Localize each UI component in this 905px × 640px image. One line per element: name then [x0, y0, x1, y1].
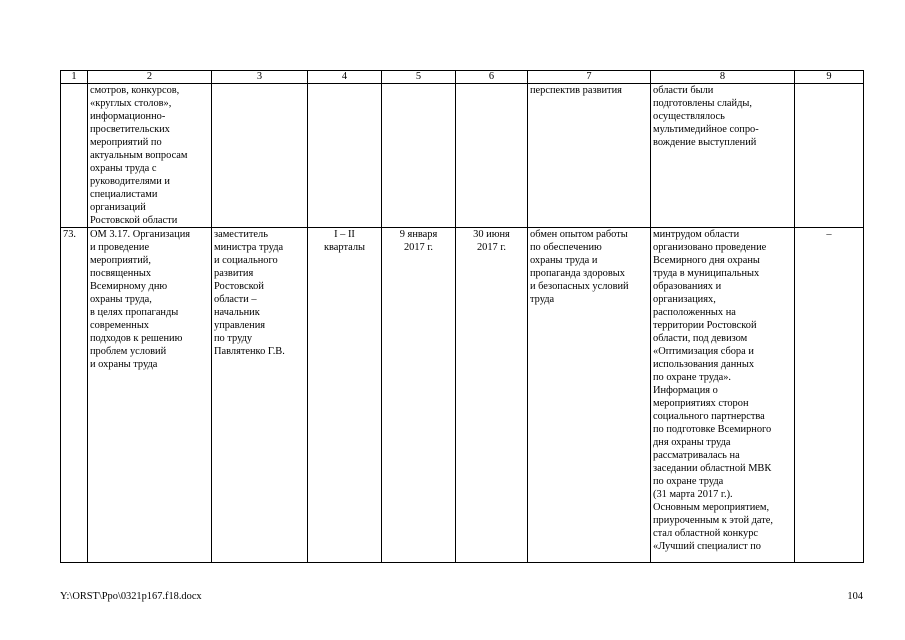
col-header-1: 1: [61, 71, 88, 84]
col-header-9: 9: [795, 71, 864, 84]
table-row-continuation: [61, 84, 864, 228]
cont-cell-5: [382, 84, 456, 228]
cont-cell-1: [61, 84, 88, 228]
cont-cell-9: [795, 84, 864, 228]
responsible-person: заместитель министра труда и социального развития Ростовской области – начальник управления по труду Павлятенко Г.В.: [212, 228, 308, 563]
measure-title: [88, 228, 212, 563]
row-number: 73.: [61, 228, 88, 563]
page-number: 104: [847, 591, 863, 602]
col-header-4: 4: [308, 71, 382, 84]
col-header-6: 6: [456, 71, 528, 84]
cont-cell-3: [212, 84, 308, 228]
cont-cell-4: [308, 84, 382, 228]
header-row: [61, 71, 864, 84]
cont-cell-6: [456, 84, 528, 228]
footer-file-path: Y:\ORST\Ppo\0321p167.f18.docx: [60, 591, 202, 602]
measures-table: [60, 70, 864, 563]
note: –: [795, 228, 864, 563]
col-header-5: 5: [382, 71, 456, 84]
table-row-73: [61, 228, 864, 563]
col-header-8: 8: [651, 71, 795, 84]
start-date: 9 января 2017 г.: [382, 228, 456, 563]
col-header-3: 3: [212, 71, 308, 84]
cont-cell-7: перспектив развития: [528, 84, 651, 228]
measure-description: и проведение мероприятий, посвященных Всемирному дню охраны труда, в целях пропаганды современных подходов к решению проблем условий и охраны труда: [90, 242, 183, 370]
cont-cell-2: смотров, конкурсов, «круглых столов», информационно- просветительских мероприятий по актуальным вопросам охраны труда с руководителями и специалистами организаций Ростовской области: [88, 84, 212, 228]
period: I – II кварталы: [308, 228, 382, 563]
col-header-2: 2: [88, 71, 212, 84]
cont-cell-8: области были подготовлены слайды, осуществлялось мультимедийное сопро- вождение выступлений: [651, 84, 795, 228]
col-header-7: 7: [528, 71, 651, 84]
end-date: 30 июня 2017 г.: [456, 228, 528, 563]
expected-result: обмен опытом работы по обеспечению охраны труда и пропаганда здоровых и безопасных условий труда: [528, 228, 651, 563]
measure-code-line: ОМ 3.17. Организация: [90, 229, 191, 240]
implementation-info: минтрудом области организовано проведение Всемирного дня охраны труда в муниципальных образованиях и организациях, расположенных на территории Ростовской области, под девизом «Оптимизация сбора и использования данных по охране труда». Информация о мероприятиях сторон социального партнерства по подготовке Всемирного дня охраны труда рассматривалась на заседании областной МВК по охране труда (31 марта 2017 г.). Основным мероприятием, приуроченным к этой дате, стал областной конкурс «Лучший специалист по: [651, 228, 795, 563]
